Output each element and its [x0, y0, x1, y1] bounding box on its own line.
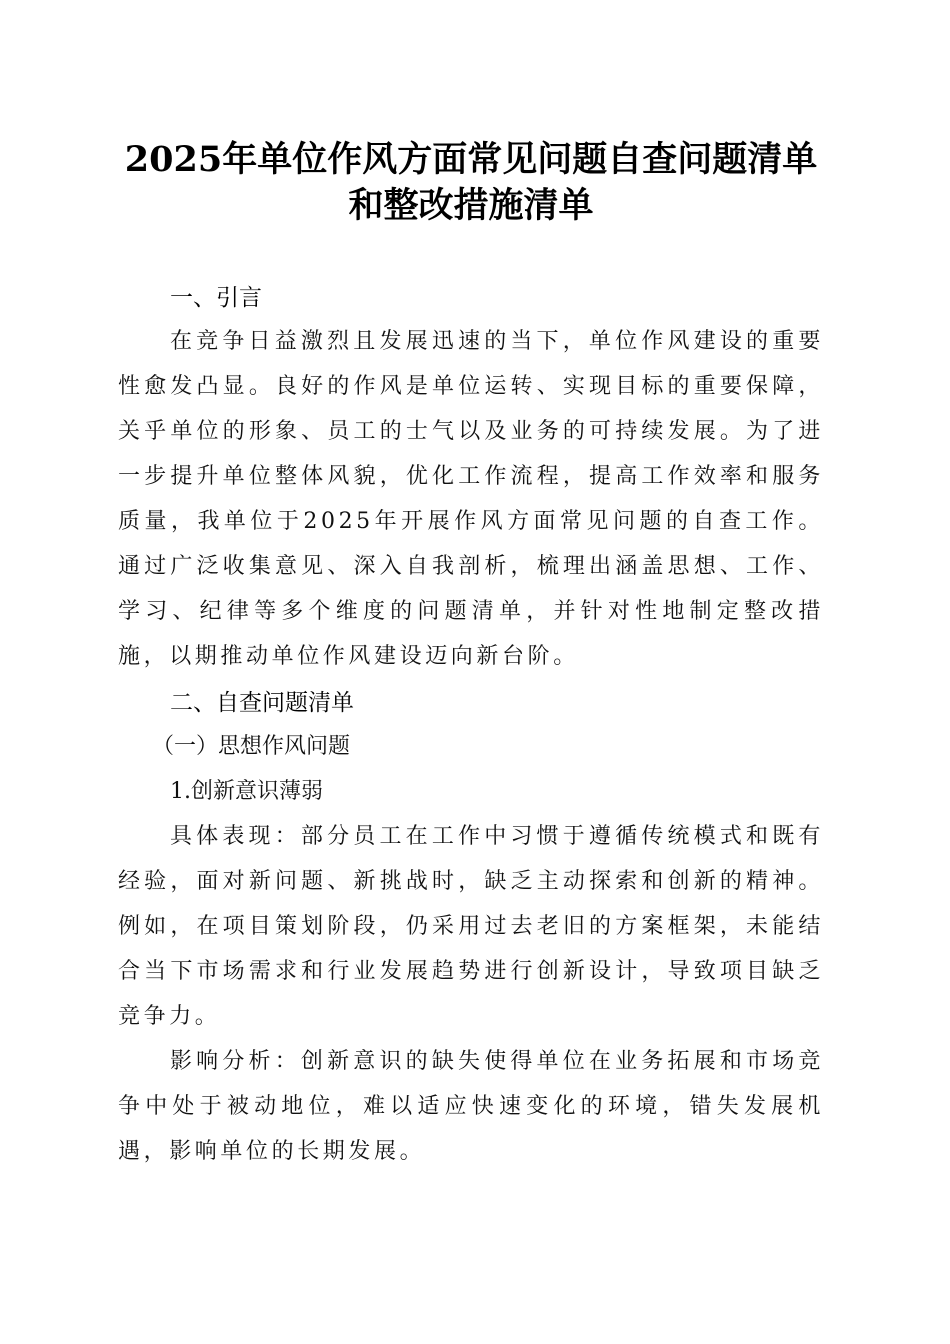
item-paragraph-impact: 影响分析：创新意识的缺失使得单位在业务拓展和市场竞争中处于被动地位，难以适应快速变化的环境，错失发展机遇，影响单位的长期发展。 [118, 1049, 824, 1164]
item-heading-innovation: 1.创新意识薄弱 [170, 779, 323, 804]
document-title-line-2: 和整改措施清单 [348, 185, 594, 226]
section-heading-introduction: 一、引言 [170, 285, 262, 311]
introduction-paragraph: 在竞争日益激烈且发展迅速的当下，单位作风建设的重要性愈发凸显。良好的作风是单位运转、实现目标的重要保障，关乎单位的形象、员工的士气以及业务的可持续发展。为了进一步提升单位整体风貌，优化工作流程，提高工作效率和服务质量，我单位于2025年开展作风方面常见问题的自查工作。通过广泛收集意见、深入自我剖析，梳理出涵盖思想、工作、学习、纪律等多个维度的问题清单，并针对性地制定整改措施，以期推动单位作风建设迈向新台阶。 [118, 329, 824, 669]
document-title-line-1: 2025年单位作风方面常见问题自查问题清单 [124, 139, 818, 180]
subsection-heading-ideological-style: （一）思想作风问题 [152, 734, 351, 759]
item-paragraph-manifestation: 具体表现：部分员工在工作中习惯于遵循传统模式和既有经验，面对新问题、新挑战时，缺乏主动探索和创新的精神。例如，在项目策划阶段，仍采用过去老旧的方案框架，未能结合当下市场需求和行业发展趋势进行创新设计，导致项目缺乏竞争力。 [118, 824, 824, 1029]
section-heading-problem-list: 二、自查问题清单 [170, 690, 354, 716]
document-body [118, 278, 824, 1174]
